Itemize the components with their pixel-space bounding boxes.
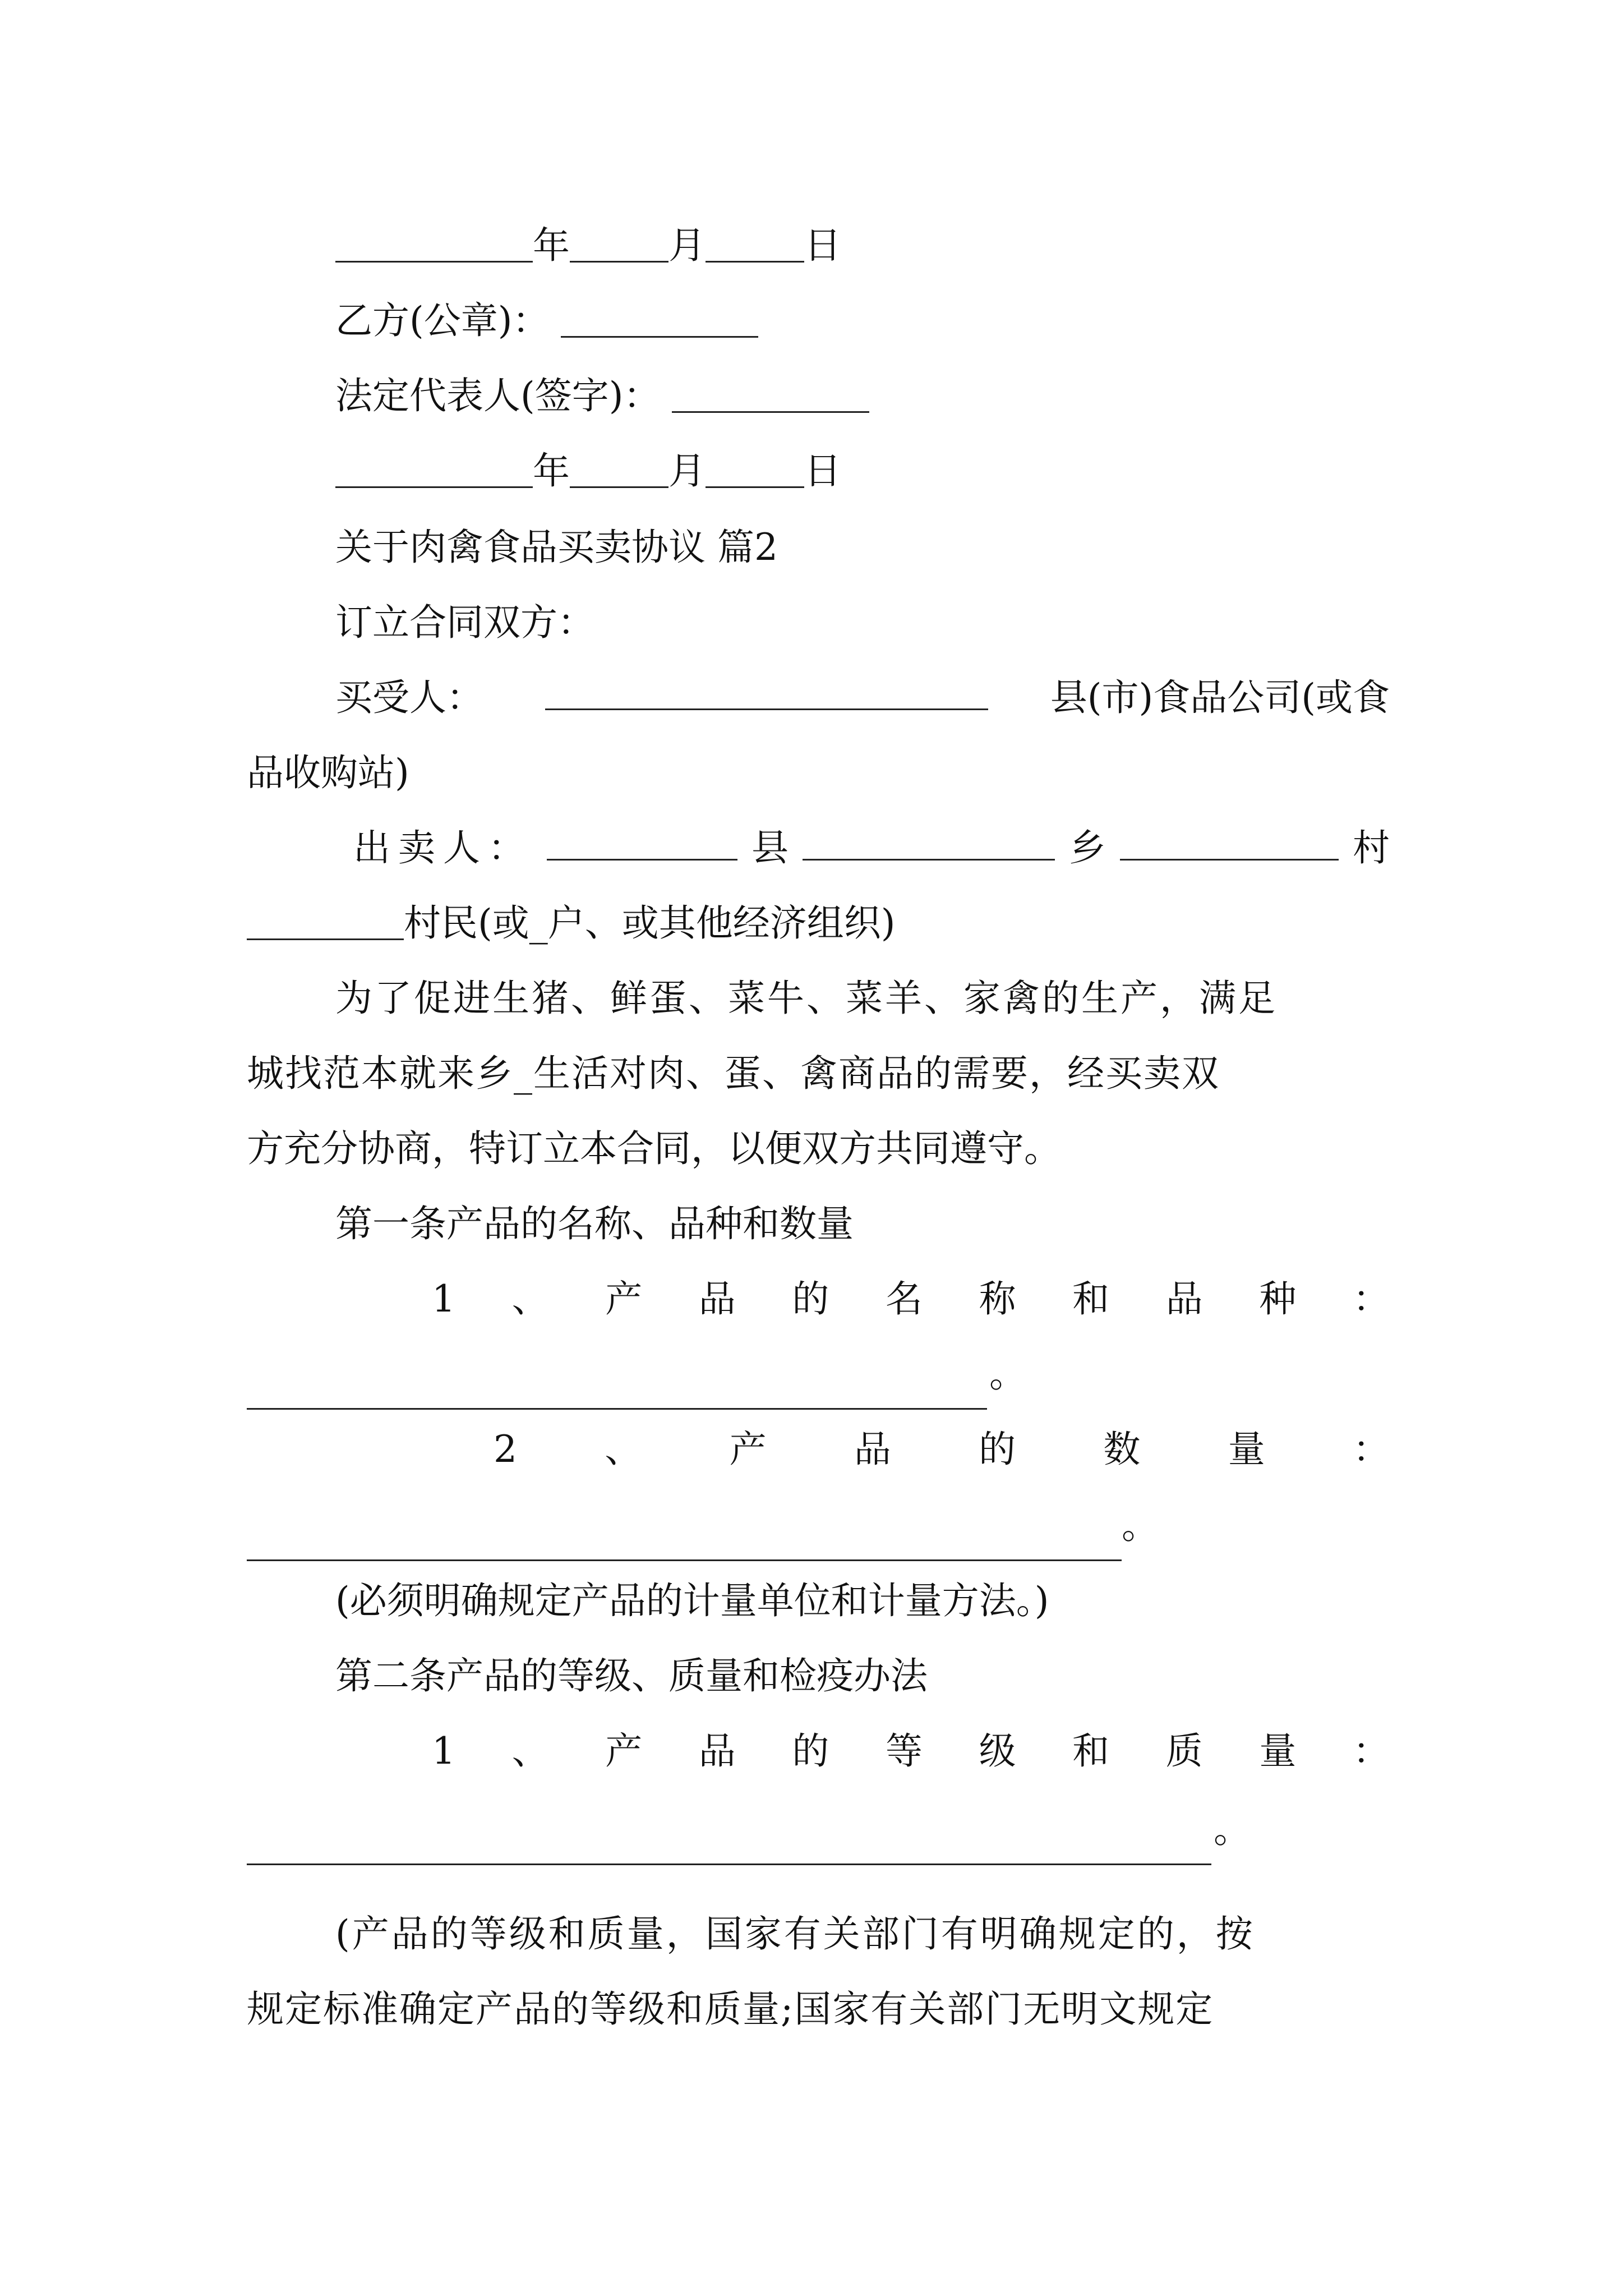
seller-continued: 村民(或_户、或其他经济组织) — [404, 901, 896, 945]
month-label: 月 — [668, 449, 706, 493]
item-char: 品 — [698, 1729, 736, 1773]
legal-rep-line — [335, 362, 869, 430]
item-char: 量 — [1259, 1729, 1297, 1773]
year-blank — [335, 449, 533, 488]
item-char: 品 — [854, 1428, 891, 1471]
parties-heading: 订立合同双方： — [335, 601, 594, 644]
item-char: 量 — [1228, 1428, 1265, 1471]
item-char: 质 — [1165, 1729, 1203, 1773]
note-2-line: 规定标准确定产品的等级和质量;国家有关部门无明文规定 — [247, 1987, 1214, 2031]
item-char: 和 — [1072, 1729, 1110, 1773]
seller-continued-line — [247, 890, 896, 957]
item-1-1-line — [432, 1266, 1390, 1333]
item-char: 的 — [979, 1428, 1016, 1471]
buyer-label: 买受人： — [335, 676, 483, 719]
item-2-1-line — [432, 1718, 1390, 1785]
item-char: 产 — [605, 1729, 643, 1773]
buyer-suffix: 县(市)食品公司(或食 — [1050, 676, 1390, 719]
day-blank — [706, 449, 804, 488]
item-char: 的 — [792, 1277, 829, 1320]
item-2-1-end: 。 — [1214, 1808, 1251, 1851]
item-char: 名 — [885, 1277, 923, 1320]
item-char: 称 — [979, 1277, 1016, 1320]
month-blank — [570, 449, 668, 488]
date-line — [335, 212, 841, 279]
buyer-line — [335, 664, 1390, 731]
note-2-line: (产品的等级和质量，国家有关部门有明确规定的，按 — [335, 1912, 1255, 1955]
item-char: 产 — [729, 1428, 767, 1471]
year-label: 年 — [533, 224, 570, 267]
paragraph-line: 方充分协商，特订立本合同，以便双方共同遵守。 — [247, 1127, 1061, 1170]
item-char: 数 — [1103, 1428, 1141, 1471]
item-1-2-line — [494, 1416, 1390, 1483]
item-char: 产 — [605, 1277, 643, 1320]
buyer-continued: 品收购站) — [247, 751, 409, 794]
item-1-2-end: 。 — [1122, 1504, 1159, 1547]
seller-blank-2 — [803, 822, 1055, 861]
month-label: 月 — [668, 224, 706, 267]
item-char: 等 — [885, 1729, 923, 1773]
day-label: 日 — [804, 449, 841, 493]
township-label: 乡 — [1069, 826, 1106, 869]
county-label: 县 — [751, 826, 789, 869]
seller-blank-1 — [547, 822, 737, 861]
item-1-1-end: 。 — [989, 1352, 1026, 1396]
village-label: 村 — [1353, 826, 1390, 869]
year-blank — [335, 224, 533, 263]
seller-label: 出卖人： — [353, 826, 533, 869]
party-b-seal-line — [335, 287, 758, 355]
item-char: 1 — [432, 1729, 455, 1773]
article-1-heading: 第一条产品的名称、品种和数量 — [335, 1202, 854, 1245]
item-1-1-blank — [247, 1408, 987, 1410]
item-char: 、 — [605, 1428, 642, 1471]
item-char: ： — [1352, 1277, 1390, 1320]
item-2-1-blank — [247, 1864, 1211, 1865]
item-char: 、 — [511, 1729, 549, 1773]
item-char: 和 — [1072, 1277, 1110, 1320]
month-blank — [570, 224, 668, 263]
date-line — [335, 438, 841, 505]
item-char: 级 — [979, 1729, 1016, 1773]
seller-line — [353, 815, 1390, 882]
seal-blank — [561, 299, 758, 338]
day-blank — [706, 224, 804, 263]
item-char: 品 — [1165, 1277, 1203, 1320]
party-b-seal-label: 乙方(公章)： — [335, 299, 550, 342]
villager-blank — [247, 901, 404, 940]
legal-rep-label: 法定代表人(签字)： — [335, 374, 661, 417]
day-label: 日 — [804, 224, 841, 267]
year-label: 年 — [533, 449, 570, 493]
buyer-blank — [545, 671, 988, 710]
signature-blank — [672, 374, 869, 413]
item-char: 1 — [432, 1277, 455, 1320]
item-char: 种 — [1259, 1277, 1297, 1320]
seller-blank-3 — [1120, 822, 1339, 861]
item-char: 品 — [698, 1277, 736, 1320]
item-char: 2 — [494, 1428, 517, 1471]
note-1: (必须明确规定产品的计量单位和计量方法。) — [335, 1579, 1049, 1622]
item-char: ： — [1352, 1428, 1390, 1471]
item-1-2-blank — [247, 1559, 1122, 1561]
item-char: 、 — [511, 1277, 549, 1320]
paragraph-line: 为了促进生猪、鲜蛋、菜牛、菜羊、家禽的生产，满足 — [335, 977, 1278, 1020]
article-2-heading: 第二条产品的等级、质量和检疫办法 — [335, 1654, 928, 1697]
section-heading: 关于肉禽食品买卖协议 篇2 — [335, 526, 778, 569]
item-char: 的 — [792, 1729, 829, 1773]
item-char: ： — [1352, 1729, 1390, 1773]
paragraph-line: 城找范本就来乡_生活对肉、蛋、禽商品的需要，经买卖双 — [247, 1052, 1220, 1095]
